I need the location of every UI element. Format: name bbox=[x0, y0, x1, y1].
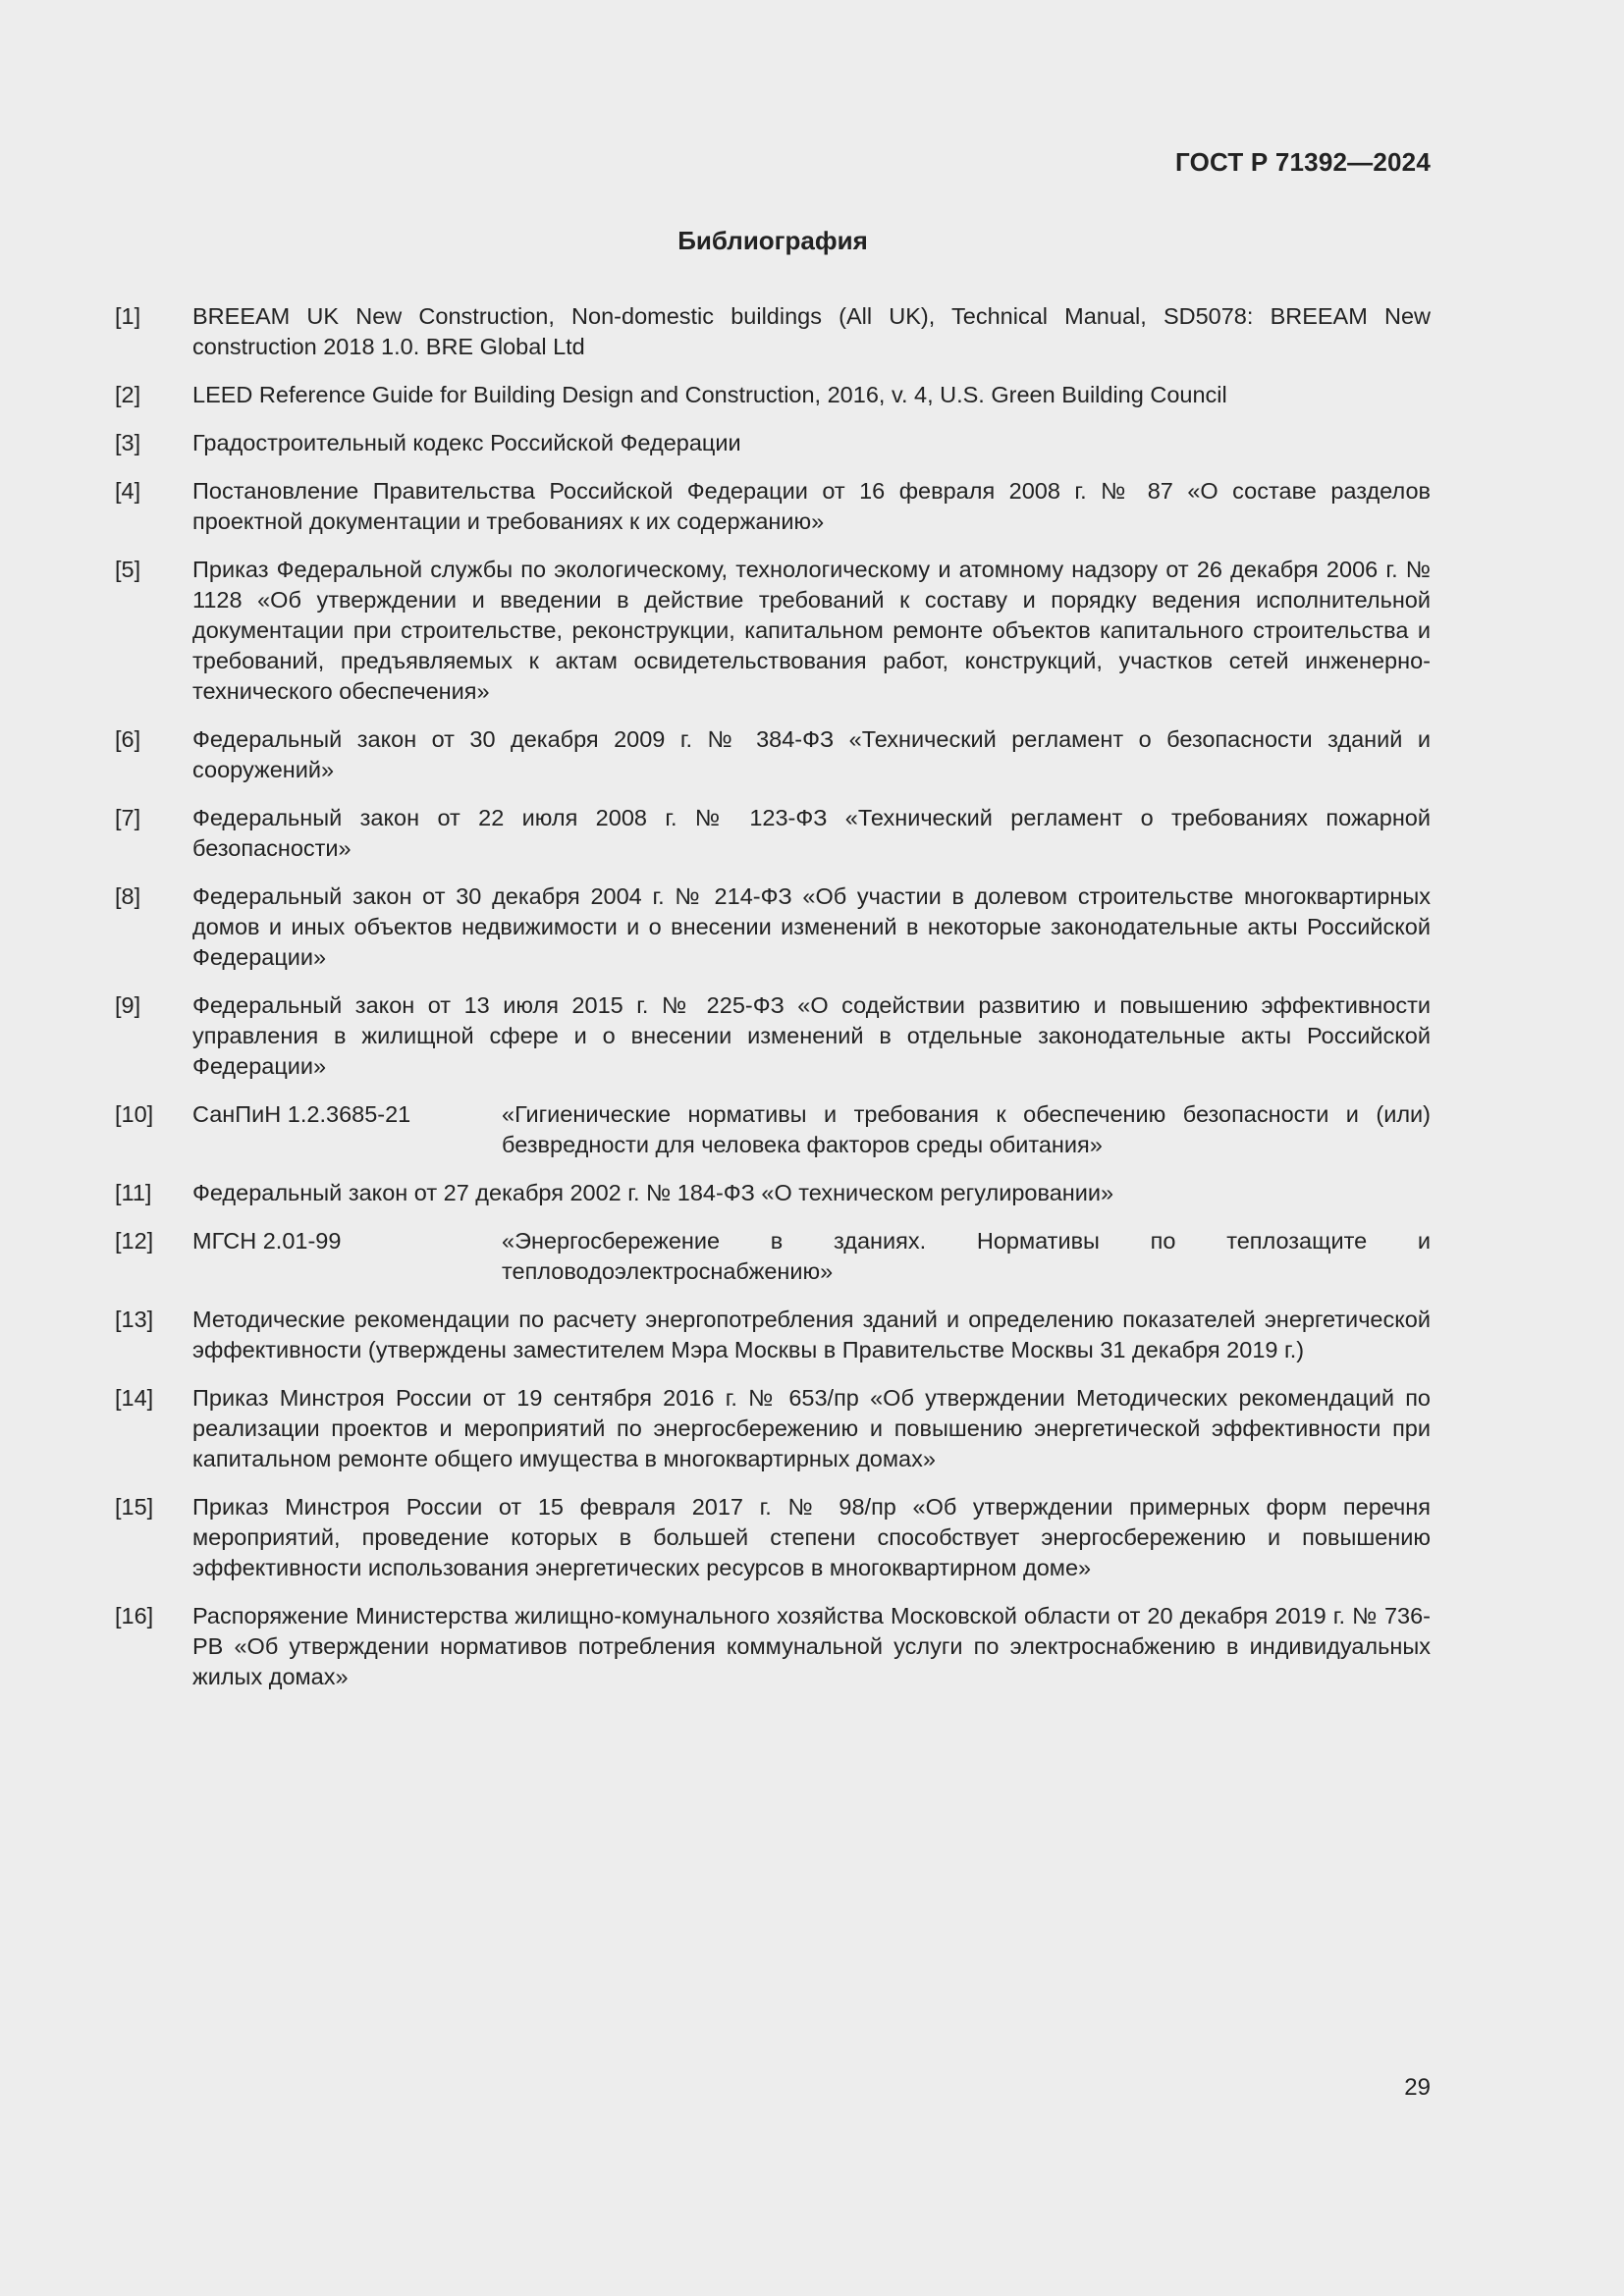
bibliography-entry bbox=[115, 301, 1431, 362]
entry-text: Приказ Минстроя России от 19 сентября 2016 г. № 653/пр «Об утверждении Методических рекомендаций по реализации проектов и мероприятий по энергосбережению и повышению энергетической эффективности при капитальном ремонте общего имущества в многоквартирных домах» bbox=[192, 1385, 1431, 1471]
bibliography-entry bbox=[115, 1305, 1431, 1365]
bibliography-entry bbox=[115, 1601, 1431, 1692]
entry-text: Федеральный закон от 22 июля 2008 г. № 123-ФЗ «Технический регламент о требованиях пожарной безопасности» bbox=[192, 805, 1431, 861]
entry-number: [3] bbox=[115, 430, 141, 455]
entry-number: [16] bbox=[115, 1603, 154, 1629]
entry-number: [8] bbox=[115, 883, 141, 909]
document-header: ГОСТ Р 71392—2024 bbox=[1175, 147, 1431, 177]
entry-text: «Энергосбережение в зданиях. Нормативы по теплозащите и тепловодоэлектроснабжению» bbox=[502, 1228, 1431, 1284]
entry-text: Федеральный закон от 13 июля 2015 г. № 225-ФЗ «О содействии развитию и повышению эффективности управления в жилищной сфере и о внесении изменений в отдельные законодательные акты Российской Федерации» bbox=[192, 992, 1431, 1079]
bibliography-entry bbox=[115, 1383, 1431, 1474]
entry-text: Градостроительный кодекс Российской Федерации bbox=[192, 430, 741, 455]
entry-number: [15] bbox=[115, 1494, 154, 1520]
page-number: 29 bbox=[1404, 2074, 1431, 2101]
bibliography-entry bbox=[115, 1492, 1431, 1583]
entry-number: [7] bbox=[115, 805, 141, 830]
entry-number: [4] bbox=[115, 478, 141, 504]
entry-number: [9] bbox=[115, 992, 141, 1018]
bibliography-entry bbox=[115, 1099, 1431, 1160]
entry-text: LEED Reference Guide for Building Design and Construction, 2016, v. 4, U.S. Green Building Council bbox=[192, 382, 1227, 407]
entry-number: [10] bbox=[115, 1101, 154, 1127]
entry-number: [12] bbox=[115, 1228, 154, 1254]
bibliography-entry bbox=[115, 724, 1431, 785]
entry-text: Приказ Федеральной службы по экологическому, технологическому и атомному надзору от 26 декабря 2006 г. № 1128 «Об утверждении и введении в действие требований к составу и порядку ведения исполнительной документации при строительстве, реконструкции, капитальном ремонте объектов капитального строительства и требований, предъявляемых к актам освидетельствования работ, конструкций, участков сетей инженерно-технического обеспечения» bbox=[192, 557, 1431, 704]
entry-number: [13] bbox=[115, 1307, 154, 1332]
entry-text: «Гигиенические нормативы и требования к обеспечению безопасности и (или) безвредности для человека факторов среды обитания» bbox=[502, 1101, 1431, 1157]
bibliography-list bbox=[115, 301, 1431, 1710]
entry-code: СанПиН 1.2.3685-21 bbox=[192, 1101, 411, 1127]
entry-number: [14] bbox=[115, 1385, 154, 1411]
entry-text: Федеральный закон от 27 декабря 2002 г. № 184-ФЗ «О техническом регулировании» bbox=[192, 1180, 1114, 1205]
bibliography-entry bbox=[115, 1226, 1431, 1287]
entry-number: [2] bbox=[115, 382, 141, 407]
bibliography-entry bbox=[115, 428, 1431, 458]
page-title: Библиография bbox=[677, 226, 868, 255]
entry-text: Постановление Правительства Российской Федерации от 16 февраля 2008 г. № 87 «О составе разделов проектной документации и требованиях к их содержанию» bbox=[192, 478, 1431, 534]
entry-number: [11] bbox=[115, 1180, 152, 1205]
entry-text: Методические рекомендации по расчету энергопотребления зданий и определению показателей энергетической эффективности (утверждены заместителем Мэра Москвы в Правительстве Москвы 31 декабря 2019 г.) bbox=[192, 1307, 1431, 1362]
entry-text: BREEAM UK New Construction, Non-domestic buildings (All UK), Technical Manual, SD5078: BREEAM New construction 2018 1.0. BRE Global Ltd bbox=[192, 303, 1431, 359]
bibliography-entry bbox=[115, 380, 1431, 410]
bibliography-entry bbox=[115, 555, 1431, 707]
entry-text: Федеральный закон от 30 декабря 2004 г. № 214-ФЗ «Об участии в долевом строительстве многоквартирных домов и иных объектов недвижимости и о внесении изменений в некоторые законодательные акты Российской Федерации» bbox=[192, 883, 1431, 970]
entry-text: Распоряжение Министерства жилищно-комунального хозяйства Московской области от 20 декабря 2019 г. № 736-РВ «Об утверждении нормативов потребления коммунальной услуги по электроснабжению в индивидуальных жилых домах» bbox=[192, 1603, 1431, 1689]
entry-body bbox=[192, 1099, 1431, 1160]
entry-text: Федеральный закон от 30 декабря 2009 г. № 384-ФЗ «Технический регламент о безопасности зданий и сооружений» bbox=[192, 726, 1431, 782]
bibliography-entry bbox=[115, 1178, 1431, 1208]
entry-number: [6] bbox=[115, 726, 141, 752]
bibliography-entry bbox=[115, 990, 1431, 1082]
bibliography-entry bbox=[115, 476, 1431, 537]
entry-number: [5] bbox=[115, 557, 141, 582]
entry-code: МГСН 2.01-99 bbox=[192, 1228, 342, 1254]
bibliography-entry bbox=[115, 803, 1431, 864]
entry-text: Приказ Минстроя России от 15 февраля 2017 г. № 98/пр «Об утверждении примерных форм перечня мероприятий, проведение которых в большей степени способствует энергосбережению и повышению эффективности использования энергетических ресурсов в многоквартирном доме» bbox=[192, 1494, 1431, 1580]
entry-body bbox=[192, 1226, 1431, 1287]
bibliography-entry bbox=[115, 881, 1431, 973]
entry-number: [1] bbox=[115, 303, 141, 329]
